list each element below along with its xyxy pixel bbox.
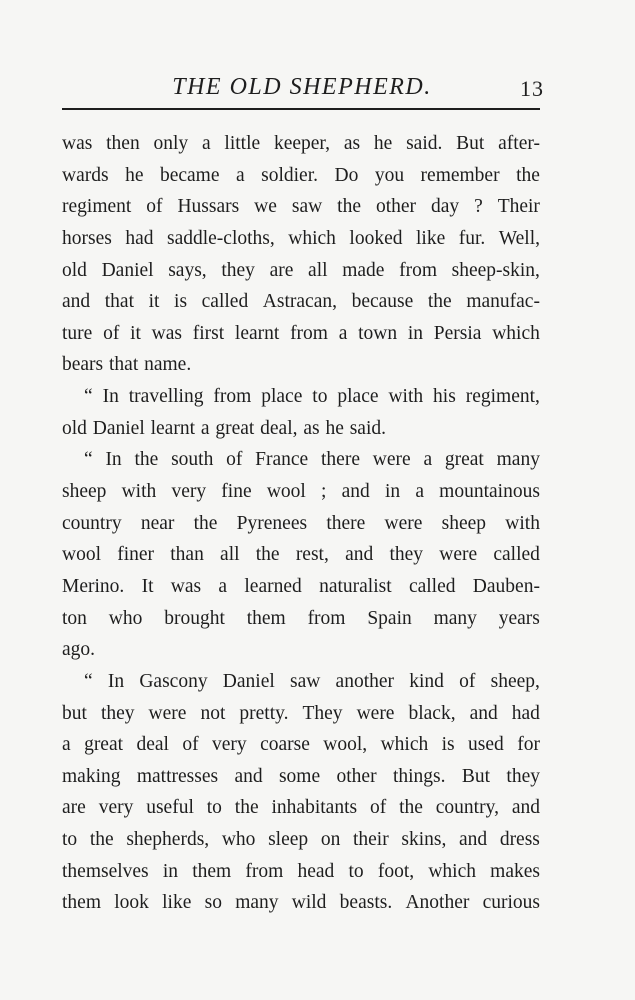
text-line bbox=[62, 761, 540, 793]
text-line bbox=[62, 381, 540, 413]
word: Gascony bbox=[139, 670, 208, 692]
word: became bbox=[159, 164, 220, 186]
word: not bbox=[200, 702, 226, 724]
word: says, bbox=[168, 259, 207, 281]
word: deal bbox=[136, 734, 169, 756]
word: bears bbox=[62, 354, 104, 376]
page-number: 13 bbox=[520, 76, 544, 101]
word: wool bbox=[266, 481, 306, 503]
word: who bbox=[108, 607, 143, 629]
text-line bbox=[62, 729, 540, 761]
word: called bbox=[201, 291, 249, 313]
word: from bbox=[307, 607, 346, 629]
word: were bbox=[372, 449, 411, 471]
word: they bbox=[100, 702, 135, 724]
word: used bbox=[468, 734, 504, 756]
word: are bbox=[62, 797, 86, 819]
word: said. bbox=[406, 133, 443, 154]
word: from bbox=[290, 322, 328, 344]
word: with bbox=[388, 386, 424, 408]
word: to bbox=[312, 386, 328, 408]
word: very bbox=[171, 481, 207, 503]
word: old bbox=[62, 259, 87, 281]
word: is bbox=[174, 291, 188, 313]
word: sheep bbox=[441, 512, 487, 534]
word: old bbox=[62, 417, 87, 439]
word: ton bbox=[62, 607, 87, 629]
word: from bbox=[213, 386, 252, 408]
word: of bbox=[369, 797, 387, 819]
word: were bbox=[384, 512, 423, 534]
word: many bbox=[496, 449, 540, 471]
word: they bbox=[506, 765, 540, 787]
word: as bbox=[343, 133, 361, 154]
header-rule bbox=[62, 108, 540, 110]
word: ture bbox=[62, 322, 93, 344]
word: ago. bbox=[62, 639, 96, 661]
word: other bbox=[375, 196, 417, 218]
word: finer bbox=[117, 544, 155, 566]
word: Daniel bbox=[92, 417, 145, 439]
text-line bbox=[62, 887, 540, 919]
word: wards bbox=[62, 164, 109, 186]
word: Another bbox=[405, 892, 470, 914]
text-line bbox=[62, 318, 540, 350]
text-line bbox=[62, 824, 540, 856]
word: them bbox=[192, 860, 232, 882]
word: and bbox=[511, 797, 540, 819]
word: the bbox=[399, 797, 423, 819]
word: deal, bbox=[260, 417, 298, 439]
word: and bbox=[62, 291, 91, 313]
word: all bbox=[220, 544, 240, 566]
word: In bbox=[107, 670, 125, 692]
word: naturalist bbox=[319, 575, 392, 597]
word: called bbox=[493, 544, 540, 566]
word: on bbox=[320, 829, 341, 851]
word: But bbox=[461, 765, 491, 787]
word: ; bbox=[321, 481, 327, 503]
text-line bbox=[62, 349, 540, 381]
text-line bbox=[62, 539, 540, 571]
word: Daniel bbox=[222, 670, 275, 692]
text-line bbox=[62, 191, 540, 223]
word: It bbox=[141, 575, 154, 597]
word: the bbox=[337, 196, 361, 218]
text-line bbox=[62, 413, 540, 445]
word: to bbox=[348, 860, 364, 882]
word: said. bbox=[349, 417, 386, 439]
word: curious bbox=[482, 892, 540, 914]
word: in bbox=[162, 860, 179, 882]
word: place bbox=[337, 386, 379, 408]
word: they bbox=[389, 544, 424, 566]
word: wild bbox=[291, 892, 327, 914]
word: of bbox=[182, 734, 199, 756]
word: the bbox=[427, 291, 452, 313]
text-line bbox=[62, 666, 540, 698]
word: a bbox=[415, 481, 424, 503]
word: Daniel bbox=[101, 259, 154, 281]
text-line bbox=[62, 603, 540, 635]
word: little bbox=[224, 133, 261, 154]
text-line bbox=[62, 286, 540, 318]
word: with bbox=[505, 512, 540, 534]
text-line bbox=[62, 223, 540, 255]
word: things. bbox=[392, 765, 446, 787]
word: than bbox=[170, 544, 204, 566]
word: themselves bbox=[62, 860, 149, 882]
word: inhabitants bbox=[271, 797, 358, 819]
word: sheep, bbox=[490, 670, 540, 692]
word: was bbox=[151, 322, 182, 344]
word: south bbox=[171, 449, 214, 471]
word: a bbox=[201, 133, 211, 154]
word: In bbox=[105, 449, 122, 471]
word: so bbox=[204, 892, 222, 914]
word: it bbox=[148, 291, 160, 313]
word: as bbox=[303, 417, 320, 439]
word: But bbox=[456, 133, 485, 154]
text-line bbox=[62, 856, 540, 888]
word: them bbox=[62, 892, 101, 914]
word: and bbox=[341, 481, 370, 503]
word: which bbox=[288, 227, 336, 249]
word: regiment bbox=[62, 196, 132, 218]
word: the bbox=[516, 164, 540, 186]
running-head bbox=[62, 70, 542, 104]
word: he bbox=[325, 417, 344, 439]
word: brought bbox=[164, 607, 225, 629]
word: which bbox=[492, 322, 540, 344]
word: head bbox=[297, 860, 335, 882]
word: great bbox=[444, 449, 484, 471]
word: fur. bbox=[458, 227, 486, 249]
word: in bbox=[407, 322, 424, 344]
word: “ bbox=[84, 670, 93, 692]
word: “ bbox=[84, 449, 93, 471]
word: sheep-skin, bbox=[451, 259, 540, 281]
text-line bbox=[62, 128, 540, 160]
word: great bbox=[215, 417, 255, 439]
text-line bbox=[62, 444, 540, 476]
word: name. bbox=[144, 354, 192, 376]
word: he bbox=[125, 164, 144, 186]
word: like bbox=[415, 227, 446, 249]
word: place bbox=[261, 386, 303, 408]
word: pretty. bbox=[239, 702, 289, 724]
word: there bbox=[326, 512, 366, 534]
text-line bbox=[62, 160, 540, 192]
word: learnt bbox=[150, 417, 195, 439]
word: saddle-cloths, bbox=[166, 227, 275, 249]
word: a bbox=[235, 164, 245, 186]
text-line bbox=[62, 634, 540, 666]
word: a bbox=[62, 734, 71, 756]
word: are bbox=[269, 259, 294, 281]
chapter-title: THE OLD SHEPHERD. bbox=[172, 74, 432, 100]
word: with bbox=[121, 481, 157, 503]
word: and bbox=[345, 544, 374, 566]
word: were bbox=[356, 702, 395, 724]
word: the bbox=[255, 544, 280, 566]
word: Pyrenees bbox=[236, 512, 308, 534]
word: from bbox=[245, 860, 284, 882]
word: saw bbox=[291, 196, 323, 218]
word: country, bbox=[435, 797, 499, 819]
word: sheep bbox=[62, 481, 107, 503]
word: were bbox=[148, 702, 187, 724]
word: then bbox=[106, 133, 140, 154]
word: black, bbox=[408, 702, 456, 724]
word: Do bbox=[334, 164, 359, 186]
word: useful bbox=[146, 797, 194, 819]
word: in bbox=[384, 481, 401, 503]
word: sleep bbox=[268, 829, 309, 851]
word: a bbox=[200, 417, 210, 439]
word: skins, bbox=[401, 829, 447, 851]
word: In bbox=[102, 386, 119, 408]
word: years bbox=[498, 607, 540, 629]
text-line bbox=[62, 792, 540, 824]
word: Astracan, bbox=[262, 291, 337, 313]
word: day bbox=[430, 196, 460, 218]
word: France bbox=[255, 449, 309, 471]
word: very bbox=[98, 797, 134, 819]
word: soldier. bbox=[261, 164, 318, 186]
word: had bbox=[125, 227, 154, 249]
word: that bbox=[104, 291, 134, 313]
word: They bbox=[302, 702, 343, 724]
word: looked bbox=[349, 227, 403, 249]
word: there bbox=[321, 449, 360, 471]
word: travelling bbox=[128, 386, 204, 408]
word: first bbox=[192, 322, 225, 344]
word: wool bbox=[62, 544, 101, 566]
word: another bbox=[335, 670, 395, 692]
word: their bbox=[352, 829, 389, 851]
word: like bbox=[162, 892, 192, 914]
word: to bbox=[206, 797, 222, 819]
word: had bbox=[511, 702, 540, 724]
word: foot, bbox=[377, 860, 415, 882]
word: manufac- bbox=[466, 291, 540, 313]
word: and bbox=[234, 765, 263, 787]
word: dress bbox=[499, 829, 540, 851]
word: very bbox=[212, 734, 247, 756]
word: a bbox=[423, 449, 433, 471]
word: great bbox=[84, 734, 124, 756]
word: keeper, bbox=[273, 133, 331, 154]
word: we bbox=[254, 196, 277, 218]
word: were bbox=[439, 544, 478, 566]
text-line bbox=[62, 476, 540, 508]
word: Merino. bbox=[62, 575, 125, 597]
body-text bbox=[62, 128, 540, 919]
word: Their bbox=[497, 196, 540, 218]
word: many bbox=[433, 607, 477, 629]
word: but bbox=[62, 702, 87, 724]
word: fine bbox=[221, 481, 252, 503]
word: his bbox=[433, 386, 456, 408]
word: Hussars bbox=[177, 196, 240, 218]
word: the bbox=[193, 512, 218, 534]
word: mountainous bbox=[439, 481, 540, 503]
word: learnt bbox=[234, 322, 280, 344]
word: for bbox=[517, 734, 540, 756]
word: of bbox=[226, 449, 243, 471]
word: horses bbox=[62, 227, 112, 249]
word: “ bbox=[84, 386, 93, 408]
word: after- bbox=[498, 133, 540, 154]
word: beasts. bbox=[339, 892, 393, 914]
text-line bbox=[62, 698, 540, 730]
word: mattresses bbox=[136, 765, 219, 787]
word: wool, bbox=[323, 734, 368, 756]
word: which bbox=[380, 734, 429, 756]
word: Persia bbox=[433, 322, 482, 344]
word: coarse bbox=[260, 734, 310, 756]
word: made bbox=[342, 259, 385, 281]
word: that bbox=[109, 354, 139, 376]
word: many bbox=[235, 892, 279, 914]
word: from bbox=[399, 259, 437, 281]
word: you bbox=[374, 164, 405, 186]
word: they bbox=[221, 259, 255, 281]
word: learned bbox=[244, 575, 302, 597]
word: kind bbox=[409, 670, 444, 692]
word: them bbox=[246, 607, 286, 629]
word: shepherds, bbox=[126, 829, 210, 851]
text-line bbox=[62, 571, 540, 603]
word: remember bbox=[420, 164, 500, 186]
word: is bbox=[441, 734, 455, 756]
word: the bbox=[89, 829, 114, 851]
word: and bbox=[459, 829, 488, 851]
word: country bbox=[62, 512, 122, 534]
word: the bbox=[134, 449, 159, 471]
word: it bbox=[130, 322, 141, 344]
word: makes bbox=[490, 860, 540, 882]
word: Spain bbox=[367, 607, 412, 629]
word: and bbox=[469, 702, 498, 724]
word: the bbox=[234, 797, 259, 819]
word: some bbox=[278, 765, 321, 787]
word: other bbox=[336, 765, 377, 787]
word: look bbox=[114, 892, 149, 914]
word: regiment, bbox=[465, 386, 540, 408]
word: he bbox=[373, 133, 393, 154]
word: only bbox=[153, 133, 189, 154]
word: saw bbox=[290, 670, 321, 692]
word: of bbox=[146, 196, 163, 218]
word: who bbox=[221, 829, 256, 851]
word: a bbox=[218, 575, 228, 597]
word: because bbox=[351, 291, 414, 313]
word: making bbox=[62, 765, 121, 787]
word: was bbox=[62, 133, 93, 154]
word: called bbox=[408, 575, 456, 597]
word: which bbox=[428, 860, 476, 882]
word: near bbox=[140, 512, 175, 534]
word: town bbox=[358, 322, 398, 344]
word: of bbox=[459, 670, 476, 692]
word: to bbox=[62, 829, 78, 851]
word: of bbox=[103, 322, 120, 344]
text-line bbox=[62, 255, 540, 287]
text-line bbox=[62, 508, 540, 540]
word: was bbox=[170, 575, 202, 597]
word: ? bbox=[474, 196, 483, 218]
word: rest, bbox=[295, 544, 329, 566]
word: Well, bbox=[498, 227, 540, 249]
word: a bbox=[338, 322, 348, 344]
word: Dauben- bbox=[472, 575, 540, 597]
word: all bbox=[308, 259, 328, 281]
